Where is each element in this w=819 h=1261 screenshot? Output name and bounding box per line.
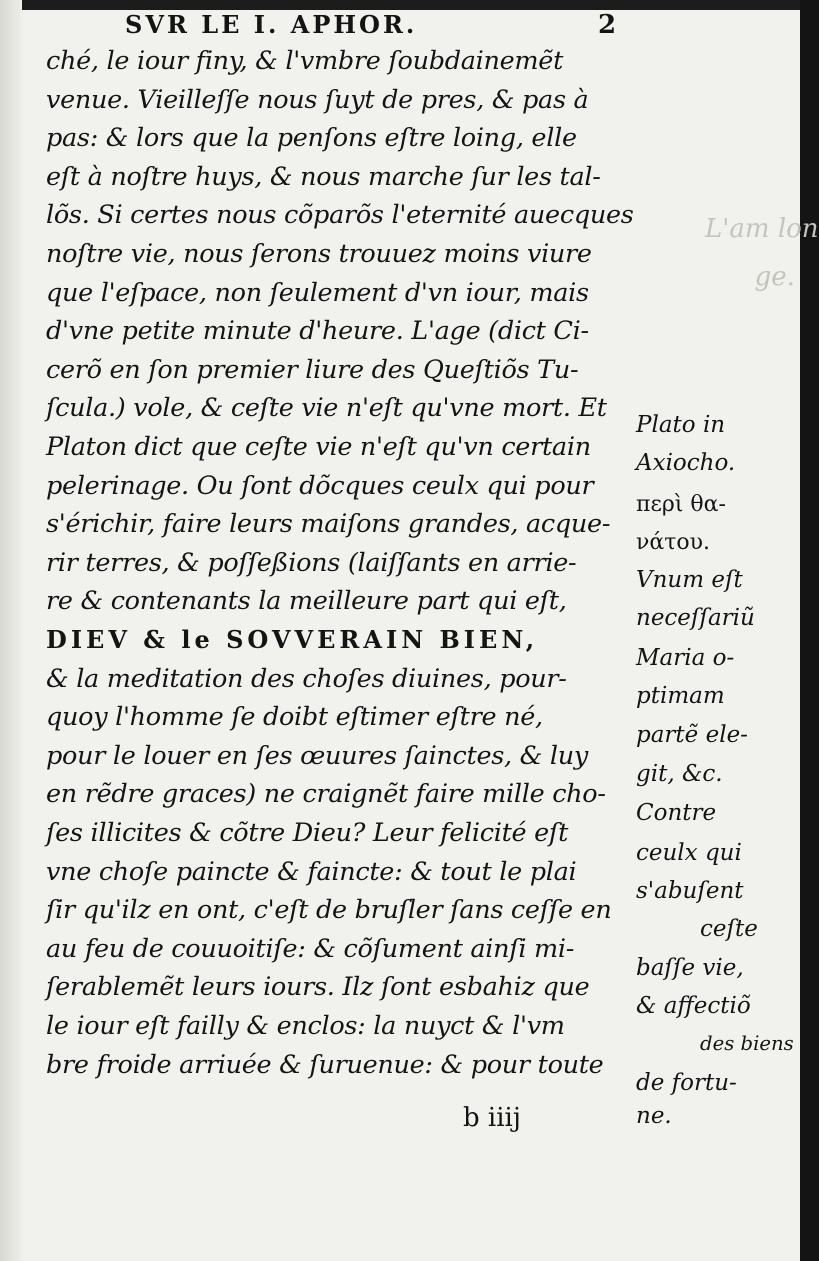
text-line: ſerablemẽt leurs iours. Ilz ſont esbahiz que — [46, 972, 590, 1003]
margin-note: Vnum eſt — [636, 567, 743, 593]
margin-note: ptimam — [636, 683, 725, 709]
margin-note: ceſte — [700, 916, 758, 942]
text-line: pelerinage. Ou ſont dõcques ceulx qui pour — [46, 470, 594, 501]
margin-note: Contre — [636, 800, 717, 826]
running-head: SVR LE I. APHOR. — [125, 10, 418, 39]
show-through-text: L'am lon ge. — [705, 214, 819, 292]
text-line: en rẽdre graces) ne craignẽt faire mille cho- — [46, 779, 606, 810]
left-page-edge — [0, 0, 22, 1261]
text-line: ché, le iour finy, & l'vmbre ſoubdainemẽt — [46, 46, 564, 76]
text-line: que l'eſpace, non ſeulement d'vn iour, mais — [46, 277, 589, 308]
margin-note: baſſe vie, — [636, 955, 744, 981]
text-line: DIEV & le SOVVERAIN BIEN, — [46, 625, 539, 654]
margin-note: neceſſariũ — [636, 605, 755, 631]
text-line: d'vne petite minute d'heure. L'age (dict Ci- — [46, 316, 589, 347]
text-line: venue. Vieilleſſe nous ſuyt de pres, & pas à — [46, 84, 589, 115]
top-scan-border — [0, 0, 800, 10]
text-line: bre froide arriuée & ſuruenue: & pour toute — [46, 1049, 604, 1080]
text-line: Platon dict que ceſte vie n'eſt qu'vn certain — [46, 432, 591, 462]
text-line: & la meditation des choſes diuines, pour- — [46, 663, 567, 694]
text-line: lõs. Si certes nous cõparõs l'eternité auecques — [46, 200, 634, 231]
text-line: ſes illicites & cõtre Dieu? Leur felicité eſt — [46, 818, 569, 848]
margin-note: partẽ ele- — [636, 722, 748, 748]
margin-note: Plato in — [636, 412, 726, 438]
text-line: ſir qu'ilz en ont, c'eſt de bruſler ſans ceſſe en — [46, 895, 612, 926]
text-line: rir terres, & poſſeßions (laiſſants en arrie- — [46, 547, 577, 578]
margin-note: de fortu- — [636, 1070, 737, 1096]
margin-note: git, &c. — [636, 761, 723, 787]
margin-note: ceulx qui — [636, 840, 742, 866]
text-line: quoy l'homme ſe doibt eſtimer eſtre né, — [46, 702, 543, 733]
text-line: re & contenants la meilleure part qui eſt, — [46, 586, 567, 617]
text-line: pour le louer en ſes œuures ſainctes, & luy — [46, 740, 588, 771]
margin-note: Axiocho. — [636, 450, 736, 476]
text-line: s'érichir, faire leurs maiſons grandes, acque- — [46, 509, 611, 540]
margin-note: des biens — [700, 1032, 794, 1055]
margin-note: Maria o- — [636, 645, 735, 671]
text-line: noſtre vie, nous ſerons trouuez moins viure — [46, 239, 592, 269]
text-line: au feu de couuoitiſe: & cõſument ainſi mi- — [46, 933, 575, 964]
text-line: vne choſe paincte & faincte: & tout le plai — [46, 856, 577, 887]
margin-note: & affectiõ — [636, 993, 751, 1019]
signature-mark: b iiij — [463, 1103, 521, 1133]
text-line: le iour eſt failly & enclos: la nuyct & l'vm — [46, 1011, 565, 1041]
text-line: pas: & lors que la penſons eſtre loing, elle — [46, 123, 577, 154]
margin-note: νάτου. — [636, 530, 711, 555]
text-line: cerõ en ſon premier liure des Queſtiõs Tu- — [46, 354, 579, 385]
margin-note: s'abuſent — [636, 878, 744, 904]
margin-note: περὶ θα- — [636, 492, 726, 517]
text-line: ſcula.) vole, & ceſte vie n'eſt qu'vne mort. Et — [46, 393, 607, 424]
text-line: eſt à noſtre huys, & nous marche ſur les tal- — [46, 161, 601, 192]
margin-note: ne. — [636, 1103, 672, 1129]
folio-number: 2 — [598, 10, 617, 40]
